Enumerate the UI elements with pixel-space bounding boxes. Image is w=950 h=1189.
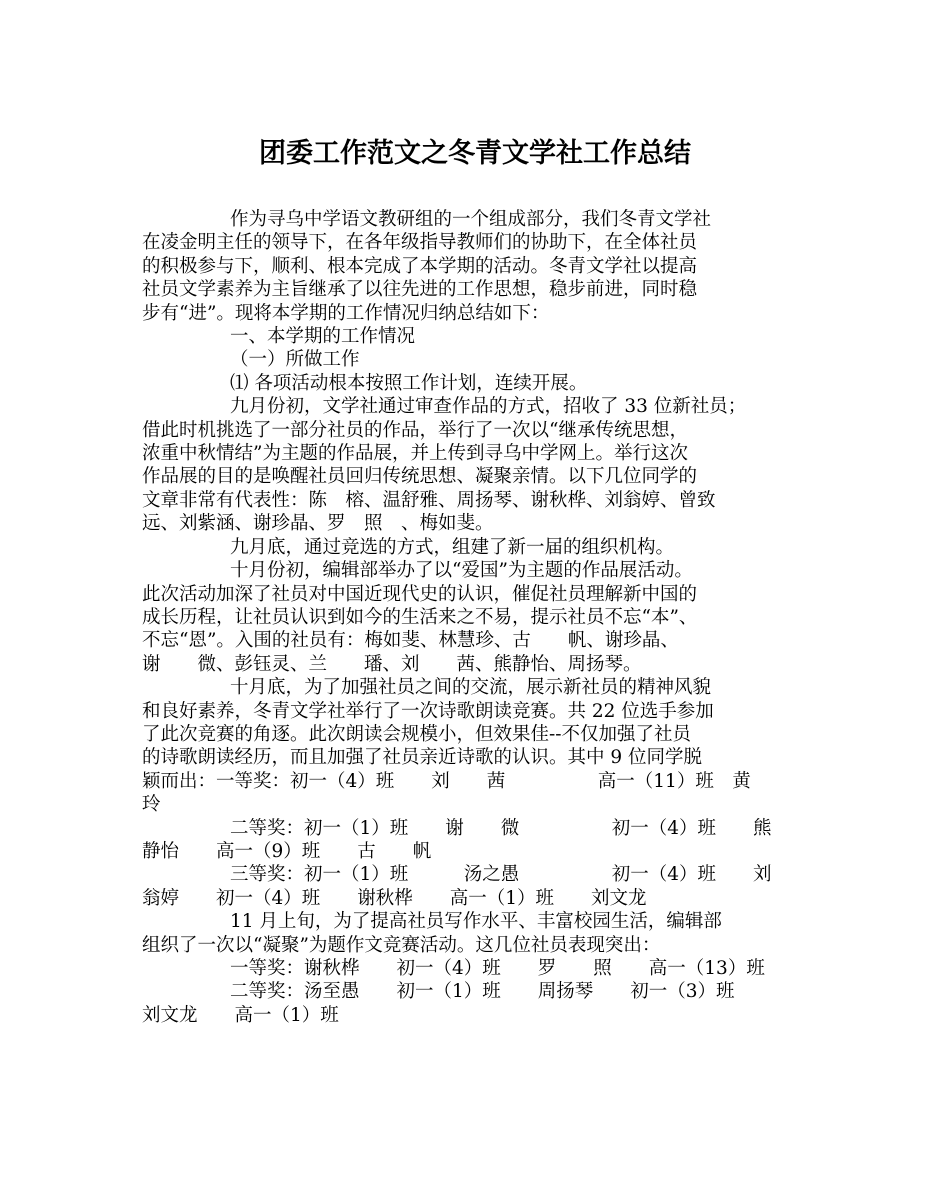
text-line: 刘文龙 高一（1）班 — [142, 1004, 339, 1026]
text-line: 三等奖：初一（1）班 汤之愚 初一（4）班 刘 — [230, 864, 772, 886]
text-line: 谢 微、彭钰灵、兰 璠、刘 茜、熊静怡、周扬琴。 — [142, 653, 642, 675]
text-line: 十月份初，编辑部举办了以“爱国”为主题的作品展活动。 — [230, 560, 693, 582]
text-line: 一等奖：谢秋桦 初一（4）班 罗 照 高一（13）班 — [230, 958, 765, 979]
text-line: （一）所做工作 — [230, 349, 360, 371]
text-line: 一、本学期的工作情况 — [230, 326, 416, 348]
text-line: 远、刘紫涵、谢珍晶、罗 照 、梅如斐。 — [142, 513, 494, 535]
text-line: 玲 — [142, 794, 161, 816]
text-line: 和良好素养，冬青文学社举行了一次诗歌朗读竞赛。共 22 位选手参加 — [142, 700, 714, 722]
text-line: 作品展的目的是唤醒社员回归传统思想、凝聚亲情。以下几位同学的 — [142, 466, 698, 488]
document-body — [142, 208, 822, 1027]
text-line: 二等奖：初一（1）班 谢 微 初一（4）班 熊 — [230, 817, 772, 839]
text-line: 社员文学素养为主旨继承了以往先进的工作思想，稳步前进，同时稳 — [142, 279, 698, 301]
text-line: 在凌金明主任的领导下，在各年级指导教师们的协助下，在全体社员 — [142, 232, 698, 254]
text-line: 的诗歌朗读经历，而且加强了社员亲近诗歌的认识。其中 9 位同学脱 — [142, 747, 703, 769]
text-line: 十月底，为了加强社员之间的交流，展示新社员的精神风貌 — [230, 677, 712, 699]
text-line: 文章非常有代表性：陈 榕、温舒雅、周扬琴、谢秋桦、刘翁婷、曾致 — [142, 489, 716, 511]
text-line: 成长历程，让社员认识到如今的生活来之不易，提示社员不忘“本”、 — [142, 606, 698, 628]
text-line: 静怡 高一（9）班 古 帆 — [142, 840, 432, 862]
text-line: 借此时机挑选了一部分社员的作品，举行了一次以“继承传统思想， — [142, 419, 688, 441]
text-line: 11 月上旬，为了提高社员写作水平、丰富校园生活，编辑部 — [230, 911, 722, 933]
text-line: 组织了一次以“凝聚”为题作文竞赛活动。这几位社员表现突出： — [142, 934, 661, 956]
text-line: 作为寻乌中学语文教研组的一个组成部分，我们冬青文学社 — [230, 209, 712, 230]
text-line: 颖而出：一等奖：初一（4）班 刘 茜 高一（11）班 黄 — [142, 770, 751, 792]
text-line: 此次活动加深了社员对中国近现代史的认识，催促社员理解新中国的 — [142, 583, 698, 605]
text-line: 翁婷 初一（4）班 谢秋桦 高一（1）班 刘文龙 — [142, 887, 647, 909]
text-line: 了此次竞赛的角逐。此次朗读会规模小，但效果佳--不仅加强了社员 — [142, 723, 692, 745]
text-line: 浓重中秋情结”为主题的作品展，并上传到寻乌中学网上。举行这次 — [142, 443, 688, 465]
document-title: 团委工作范文之冬青文学社工作总结 — [259, 138, 691, 169]
text-line: ⑴ 各项活动根本按照工作计划，连续开展。 — [230, 372, 588, 394]
text-line: 不忘“恩”。入围的社员有：梅如斐、林慧珍、古 帆、谢珍晶、 — [142, 630, 679, 652]
text-line: 九月份初，文学社通过审查作品的方式，招收了 33 位新社员； — [230, 396, 747, 418]
text-line: 步有“进”。现将本学期的工作情况归纳总结如下： — [142, 302, 550, 324]
text-line: 的积极参与下，顺利、根本完成了本学期的活动。冬青文学社以提高 — [142, 255, 698, 277]
text-line: 九月底，通过竞选的方式，组建了新一届的组织机构。 — [230, 536, 675, 558]
text-line: 二等奖：汤至愚 初一（1）班 周扬琴 初一（3）班 — [230, 981, 735, 1003]
